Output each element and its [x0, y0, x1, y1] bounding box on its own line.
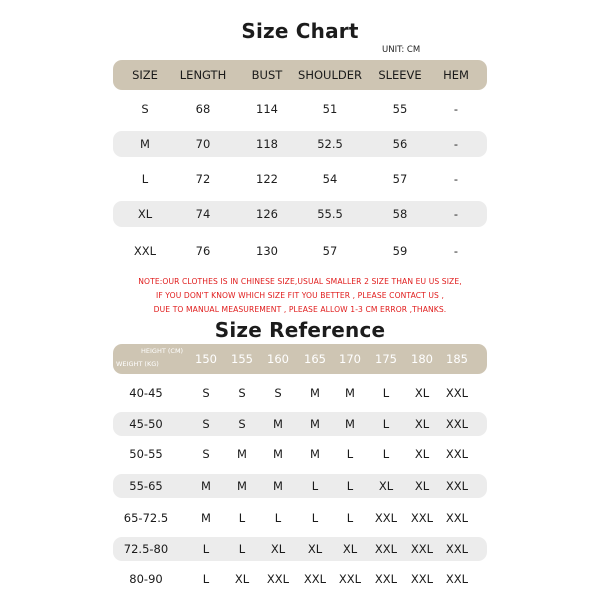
cell-length: 76 — [195, 244, 211, 258]
cell-length: 70 — [195, 137, 211, 151]
reference-row — [113, 506, 487, 530]
note-line-2: IF YOU DON'T KNOW WHICH SIZE FIT YOU BETTER , PLEASE CONTACT US , — [155, 291, 445, 300]
size-cell: L — [346, 511, 354, 525]
size-cell: S — [238, 386, 246, 400]
weight-cell: 45-50 — [129, 417, 163, 431]
size-cell: L — [274, 511, 282, 525]
size-cell: L — [202, 542, 210, 556]
size-reference-title: Size Reference — [214, 318, 386, 342]
size-cell: M — [310, 447, 320, 461]
cell-hem: - — [453, 207, 459, 221]
size-cell: M — [345, 417, 355, 431]
size-cell: M — [273, 417, 283, 431]
size-cell: L — [382, 386, 390, 400]
cell-size: XL — [137, 207, 153, 221]
cell-bust: 114 — [256, 102, 278, 116]
cell-shoulder: 52.5 — [317, 137, 343, 151]
size-cell: XL — [307, 542, 323, 556]
cell-size: M — [140, 137, 150, 151]
size-cell: L — [238, 542, 246, 556]
height-label: HEIGHT (CM) — [141, 347, 184, 355]
height-150: 150 — [195, 352, 217, 366]
size-cell: XL — [414, 386, 430, 400]
size-cell: XXL — [410, 511, 434, 525]
weight-cell: 65-72.5 — [123, 511, 169, 525]
size-cell: S — [274, 386, 282, 400]
weight-cell: 55-65 — [129, 479, 163, 493]
size-cell: M — [201, 479, 211, 493]
size-cell: M — [273, 447, 283, 461]
cell-shoulder: 51 — [322, 102, 338, 116]
size-cell: M — [201, 511, 211, 525]
height-165: 165 — [304, 352, 326, 366]
size-cell: S — [202, 386, 210, 400]
size-cell: M — [345, 386, 355, 400]
height-155: 155 — [231, 352, 253, 366]
cell-bust: 126 — [256, 207, 278, 221]
note-line-1: NOTE:OUR CLOTHES IS IN CHINESE SIZE,USUAL SMALLER 2 SIZE THAN EU US SIZE, — [138, 277, 462, 286]
cell-bust: 130 — [256, 244, 278, 258]
cell-size: S — [141, 102, 149, 116]
size-row-xxl — [113, 238, 487, 264]
header-length: LENGTH — [179, 68, 227, 82]
height-185: 185 — [446, 352, 468, 366]
cell-sleeve: 56 — [392, 137, 408, 151]
size-cell: XXL — [445, 542, 469, 556]
size-cell: XXL — [303, 572, 327, 586]
size-cell: M — [237, 447, 247, 461]
height-175: 175 — [375, 352, 397, 366]
unit-label: UNIT: CM — [382, 45, 421, 55]
reference-row — [113, 412, 487, 436]
size-cell: L — [346, 447, 354, 461]
height-170: 170 — [339, 352, 361, 366]
size-cell: XL — [414, 479, 430, 493]
size-cell: XXL — [266, 572, 290, 586]
cell-length: 68 — [195, 102, 211, 116]
cell-sleeve: 57 — [392, 172, 408, 186]
cell-shoulder: 55.5 — [317, 207, 343, 221]
size-cell: S — [202, 417, 210, 431]
size-cell: XXL — [374, 572, 398, 586]
size-cell: XXL — [445, 479, 469, 493]
size-cell: XXL — [374, 542, 398, 556]
size-cell: L — [346, 479, 354, 493]
size-chart-title: Size Chart — [241, 19, 359, 43]
weight-cell: 80-90 — [129, 572, 163, 586]
size-cell: XXL — [410, 572, 434, 586]
size-cell: XXL — [445, 511, 469, 525]
header-sleeve: SLEEVE — [378, 68, 422, 82]
cell-shoulder: 57 — [322, 244, 338, 258]
size-cell: M — [310, 386, 320, 400]
size-cell: XXL — [445, 386, 469, 400]
size-cell: L — [311, 479, 319, 493]
size-cell: XL — [234, 572, 250, 586]
size-cell: XL — [378, 479, 394, 493]
cell-bust: 118 — [256, 137, 278, 151]
size-reference-header — [113, 344, 487, 374]
size-cell: S — [238, 417, 246, 431]
size-row-xl — [113, 201, 487, 227]
note-line-3: DUE TO MANUAL MEASUREMENT , PLEASE ALLOW 1-3 CM ERROR ,THANKS. — [153, 305, 447, 314]
cell-hem: - — [453, 244, 459, 258]
weight-cell: 72.5-80 — [123, 542, 169, 556]
cell-hem: - — [453, 102, 459, 116]
size-cell: L — [202, 572, 210, 586]
cell-bust: 122 — [256, 172, 278, 186]
size-cell: XL — [414, 447, 430, 461]
size-chart-header — [113, 62, 487, 88]
weight-cell: 50-55 — [129, 447, 163, 461]
reference-row — [113, 474, 487, 498]
cell-hem: - — [453, 172, 459, 186]
size-cell: L — [238, 511, 246, 525]
size-cell: XXL — [445, 447, 469, 461]
header-hem: HEM — [443, 68, 469, 82]
size-row-m — [113, 131, 487, 157]
size-cell: XXL — [445, 572, 469, 586]
cell-size: L — [141, 172, 149, 186]
reference-row — [113, 381, 487, 405]
size-cell: M — [273, 479, 283, 493]
size-cell: L — [382, 447, 390, 461]
cell-hem: - — [453, 137, 459, 151]
weight-cell: 40-45 — [129, 386, 163, 400]
cell-sleeve: 55 — [392, 102, 408, 116]
header-size: SIZE — [132, 68, 158, 82]
header-bust: BUST — [251, 68, 283, 82]
size-cell: M — [310, 417, 320, 431]
reference-row — [113, 567, 487, 591]
cell-shoulder: 54 — [322, 172, 338, 186]
size-row-l — [113, 166, 487, 192]
size-cell: XL — [270, 542, 286, 556]
size-cell: L — [311, 511, 319, 525]
size-cell: XXL — [445, 417, 469, 431]
height-160: 160 — [267, 352, 289, 366]
size-cell: L — [382, 417, 390, 431]
cell-length: 74 — [195, 207, 211, 221]
size-cell: XXL — [410, 542, 434, 556]
header-shoulder: SHOULDER — [298, 68, 362, 82]
size-cell: XXL — [338, 572, 362, 586]
height-180: 180 — [411, 352, 433, 366]
size-cell: XXL — [374, 511, 398, 525]
size-cell: S — [202, 447, 210, 461]
cell-size: XXL — [133, 244, 157, 258]
reference-row — [113, 442, 487, 466]
reference-row — [113, 537, 487, 561]
weight-label: WEIGHT (KG) — [116, 360, 159, 368]
size-cell: XL — [414, 417, 430, 431]
cell-sleeve: 59 — [392, 244, 408, 258]
cell-length: 72 — [195, 172, 211, 186]
size-cell: M — [237, 479, 247, 493]
cell-sleeve: 58 — [392, 207, 408, 221]
size-row-s — [113, 96, 487, 122]
size-cell: XL — [342, 542, 358, 556]
